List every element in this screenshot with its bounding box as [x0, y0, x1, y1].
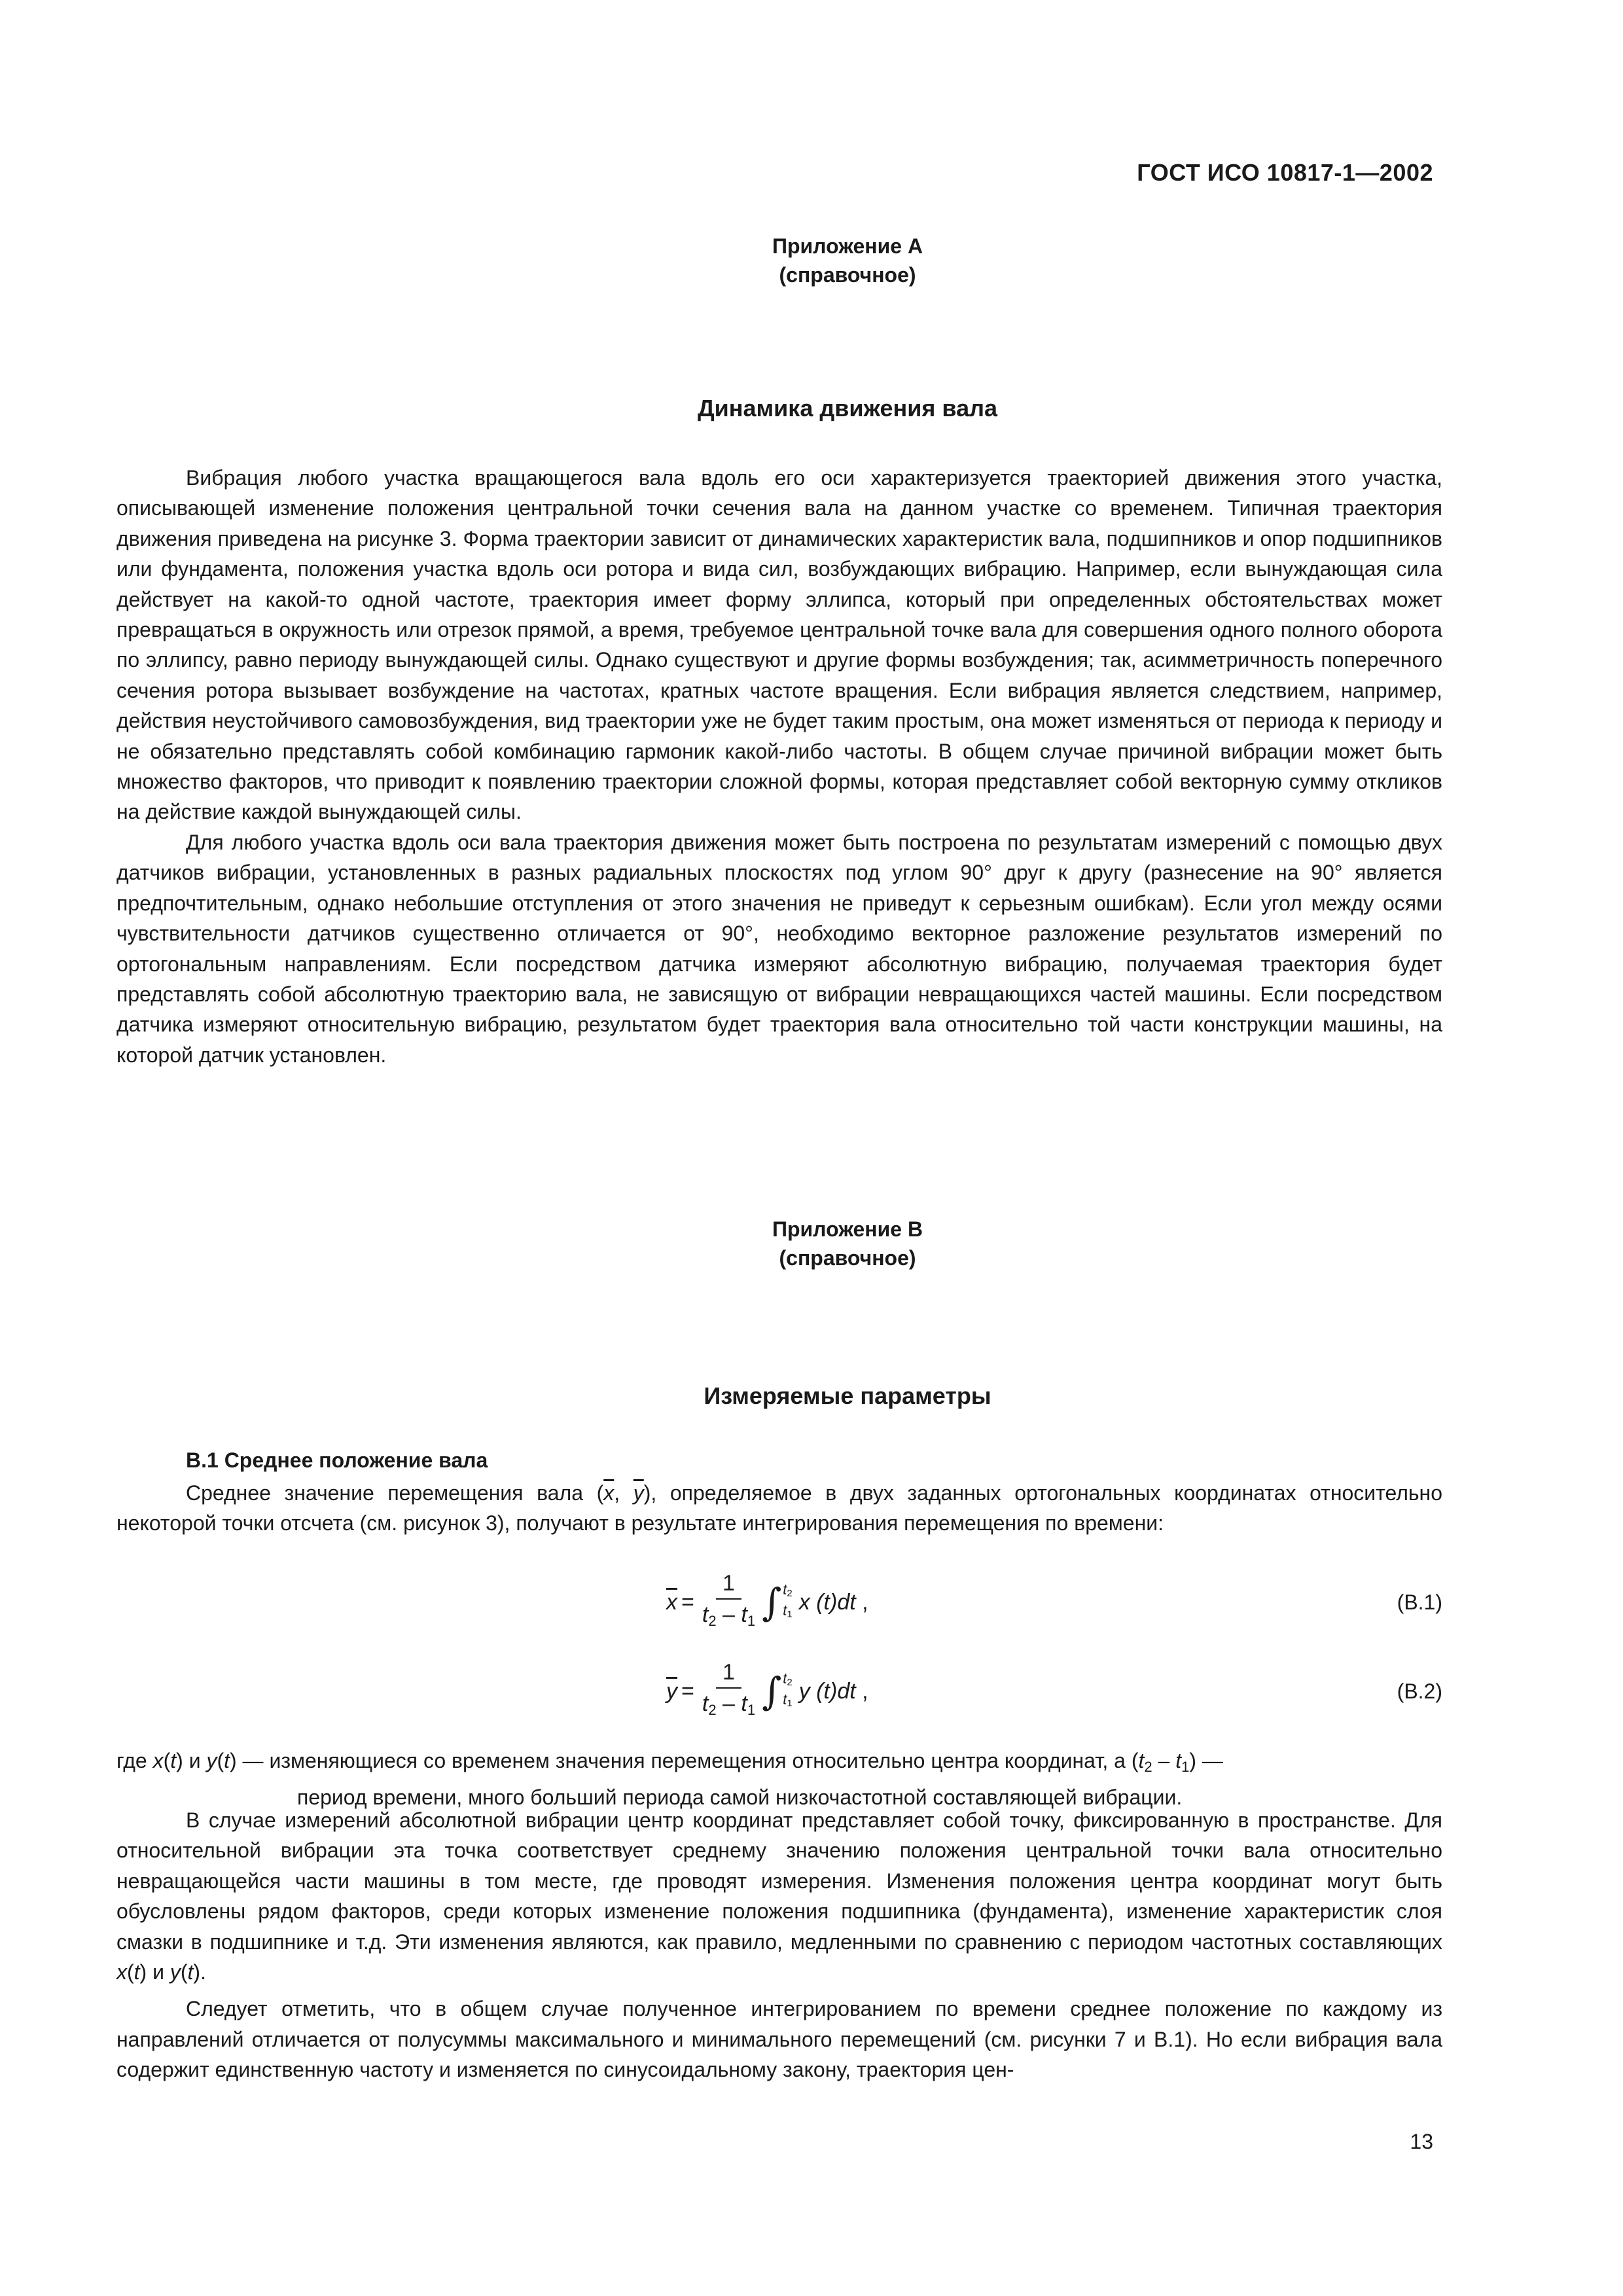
paragraph: Для любого участка вдоль оси вала траектория движения может быть построена по результатам измерений с помощью двух датчиков вибрации, установленных в разных радиальных плоскостях под углом 90° друг к другу (разнесение на 90° является предпочтительным, однако небольшие отступления от этого значения не приведут к серьезным ошибкам). Если угол между осями чувствительности датчиков существенно отличается от 90°, необходимо векторное разложение результатов измерений по ортогональным направлениям. Если посредством датчика измеряют абсолютную вибрацию, получаемая траектория будет представлять собой абсолютную траекторию вала, не зависящую от вибрации невращающихся частей машины. Если посредством датчика измеряют относительную вибрацию, результатом будет траектория вала относительно той части конструкции машины, на которой датчик установлен. [116, 830, 1442, 1067]
paragraph: Вибрация любого участка вращающегося вала вдоль его оси характеризуется траекторией движения этого участка, описывающей изменение положения центральной точки сечения вала на данном участке со временем. Типичная траектория движения приведена на рисунке 3. Форма траектории зависит от динамических характеристик вала, подшипников и опор подшипников или фундамента, положения участка вдоль оси ротора и вида сил, возбуждающих вибрацию. Например, если вынуждающая сила действует на какой-то одной частоте, траектория имеет форму эллипса, который при определенных обстоятельствах может превращаться в окружность или отрезок прямой, а время, требуемое центральной точке вала для совершения одного полного оборота по эллипсу, равно периоду вынуждающей силы. Однако существуют и другие формы возбуждения; так, асимметричность поперечного сечения ротора вызывает возбуждение на частотах, кратных частоте вращения. Если вибрация является следствием, например, действия неустойчивого самовозбуждения, вид траектории уже не будет таким простым, она может изменяться от периода к периоду и не обязательно представлять собой комбинацию гармоник какой-либо частоты. В общем случае причиной вибрации может быть множество факторов, что приводит к появлению траектории сложной формы, которая представляет собой векторную сумму откликов на действие каждой вынуждающей силы. [116, 466, 1442, 824]
paragraph: В случае измерений абсолютной вибрации центр координат представляет собой точку, фиксированную в пространстве. Для относительной вибрации эта точка соответствует среднему значению положения центральной точки вала относительно невращающейся части машины в том месте, где проводят измерения. Изменения положения центра координат могут быть обусловлены рядом факторов, среди которых изменение положения подшипника (фундамента), изменение характеристик слоя смазки в подшипнике и т.д. Эти изменения являются, как правило, медленными по сравнению с периодом частотных составляющих x(t) и y(t). [116, 1808, 1442, 1984]
appendix-a-subtitle: (справочное) [779, 263, 916, 287]
appendix-b-section-title: Измеряемые параметры [704, 1382, 991, 1409]
appendix-a-body [116, 463, 1442, 1070]
lhs-symbol: $\overline{y}$ [666, 1678, 677, 1704]
appendix-a-heading [111, 232, 1584, 289]
equation-b1-expression: $\overline{x}$ = $\frac{1}{t_2 - t_1}$ ∫ $t_2$ $t_1$ x (t)dt , [666, 1570, 868, 1635]
subsection-heading: В.1 Среднее положение вала [186, 1448, 488, 1472]
equation-b2-expression: $\overline{y}$ = $\frac{1}{t_2 - t_1}$ ∫ $t_2$ $t_1$ y (t)dt , [666, 1659, 868, 1724]
equation-b2 [116, 1659, 1442, 1724]
y-mean-symbol: $\overline{y}$ [633, 1481, 644, 1505]
integral-icon: ∫ $t_2$ $t_1$ [762, 1669, 793, 1713]
appendix-b-title: Приложение В [772, 1217, 923, 1241]
document-code: ГОСТ ИСО 10817-1—2002 [1137, 159, 1433, 186]
page-number: 13 [1410, 2130, 1433, 2153]
equation-b1 [116, 1570, 1442, 1635]
fraction: $\frac{1}{t_2 - t_1}$ [702, 1571, 756, 1629]
appendix-b-subtitle: (справочное) [779, 1246, 916, 1270]
paragraph: Среднее значение перемещения вала ($\overline{x}$, $\overline{y}$), определяемое в двух заданных ортогональных координатах относительно некоторой точки отсчета (см. рисунок 3), получают в результате интегрирования перемещения по времени: [116, 1481, 1443, 1535]
equation-number: (В.1) [1397, 1590, 1442, 1614]
paragraph: Следует отметить, что в общем случае полученное интегрированием по времени среднее положение по каждому из направлений отличается от полусуммы максимального и минимального перемещений (см. рисунки 7 и В.1). Но если вибрация вала содержит единственную частоту и изменяется по синусоидальному закону, траектория цен- [116, 1997, 1442, 2082]
where-clause: где x(t) и y(t) — изменяющиеся со временем значения перемещения относительно центра координат, а $(t_2 - t_1)$ — период времени, много больший периода самой низкочастотной составляющей вибрации. [116, 1749, 1223, 1809]
equation-number: (В.2) [1397, 1679, 1442, 1703]
fraction: $\frac{1}{t_2 - t_1}$ [702, 1660, 756, 1718]
integral-icon: ∫ $t_2$ $t_1$ [762, 1580, 793, 1624]
x-mean-symbol: $\overline{x}$ [603, 1481, 615, 1505]
appendix-b-heading [111, 1215, 1584, 1272]
lhs-symbol: $\overline{x}$ [666, 1589, 677, 1615]
appendix-a-section-title: Динамика движения вала [698, 395, 997, 422]
appendix-b-body [116, 1805, 1442, 2085]
mean-position-intro [116, 1478, 1442, 1539]
appendix-a-title: Приложение А [772, 234, 923, 258]
